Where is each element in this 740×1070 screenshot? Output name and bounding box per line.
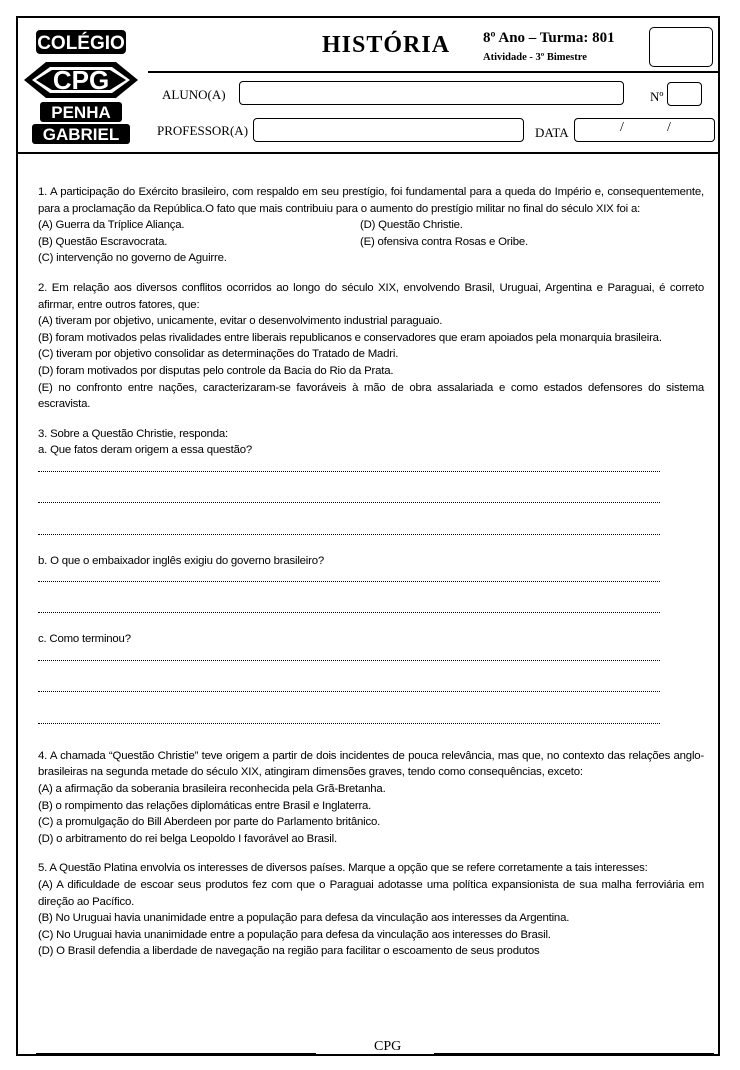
subquestion-b: b. O que o embaixador inglês exigiu do governo brasileiro? bbox=[38, 554, 325, 567]
option-d: (D) foram motivados por disputas pelo controle da Bacia do Rio da Prata. bbox=[38, 364, 394, 377]
svg-text:COLÉGIO: COLÉGIO bbox=[37, 33, 125, 54]
footer-label: CPG bbox=[374, 1039, 402, 1054]
answer-line[interactable] bbox=[38, 601, 704, 618]
student-name-field[interactable] bbox=[239, 81, 624, 105]
option-c: (C) a promulgação do Bill Aberdeen por parte do Parlamento britânico. bbox=[38, 816, 381, 829]
question-stem: 4. A chamada “Questão Christie” teve origem a partir de dois incidentes de pouca relevância, mas que, no contexto das relações anglo-brasileiras na segunda metade do século XIX, atingiram dimensões graves, tendo como consequências, exceto: bbox=[38, 749, 704, 779]
student-label: ALUNO(A) bbox=[162, 87, 226, 102]
option-a: (A) a afirmação da soberania brasileira reconhecida pela Grã-Bretanha. bbox=[38, 783, 386, 796]
question-1 bbox=[38, 184, 704, 267]
header-divider bbox=[148, 71, 720, 73]
question-stem: 1. A participação do Exército brasileiro, com respaldo em seu prestígio, foi fundamental para a queda do Império e, consequentemente, para a proclamação da República.O fato que mais contribuiu para o aumento do prestígio militar no final do século XIX foi a: bbox=[38, 186, 704, 215]
grade-box[interactable] bbox=[649, 27, 713, 67]
number-label: Nº bbox=[650, 89, 664, 104]
option-d: (D) Questão Christie. bbox=[360, 219, 463, 232]
question-stem: 5. A Questão Platina envolvia os interesses de diversos países. Marque a opção que se refere corretamente a tais interesses: bbox=[38, 862, 648, 875]
question-4 bbox=[38, 748, 704, 848]
subquestion-c: c. Como terminou? bbox=[38, 633, 131, 646]
footer-line-left bbox=[36, 1053, 316, 1054]
option-c: (C) tiveram por objetivo consolidar as determinações do Tratado de Madri. bbox=[38, 348, 399, 361]
option-e: (E) ofensiva contra Rosas e Oribe. bbox=[360, 235, 528, 248]
date-slash: / bbox=[620, 120, 624, 135]
option-a: (A) A dificuldade de escoar seus produtos fez com que o Paraguai adotasse uma política expansionista de sua malha ferroviária em direção ao Pacífico. bbox=[38, 879, 704, 908]
answer-line[interactable] bbox=[38, 569, 704, 586]
answer-line[interactable] bbox=[38, 680, 704, 697]
option-b: (B) foram motivados pelas rivalidades entre liberais republicanos e conservadores que eram apoiados pela monarquia brasileira. bbox=[38, 331, 662, 344]
header-bottom-border bbox=[16, 152, 720, 154]
question-2 bbox=[38, 280, 704, 413]
date-slash: / bbox=[667, 120, 671, 135]
question-stem: 3. Sobre a Questão Christie, responda: bbox=[38, 427, 228, 440]
footer-line-right bbox=[434, 1053, 714, 1054]
question-stem: 2. Em relação aos diversos conflitos ocorridos ao longo do século XIX, envolvendo Brasil, Uruguai, Argentina e Paraguai, é correto afirmar, entre outros fatores, que: bbox=[38, 281, 704, 311]
answer-line[interactable] bbox=[38, 648, 704, 665]
option-c: (C) intervenção no governo de Aguirre. bbox=[38, 252, 227, 265]
subquestion-a: a. Que fatos deram origem a essa questão? bbox=[38, 444, 253, 457]
option-c: (C) No Uruguai havia unanimidade entre a população para defesa da vinculação aos interesses do Brasil. bbox=[38, 928, 551, 941]
option-b: (B) No Uruguai havia unanimidade entre a população para defesa da vinculação aos interesses da Argentina. bbox=[38, 912, 570, 925]
question-3 bbox=[38, 426, 704, 728]
answer-line[interactable] bbox=[38, 711, 704, 728]
answer-line[interactable] bbox=[38, 459, 704, 476]
question-5 bbox=[38, 860, 704, 960]
option-b: (B) o rompimento das relações diplomáticas entre Brasil e Inglaterra. bbox=[38, 799, 372, 812]
option-d: (D) o arbitramento do rei belga Leopoldo I favorável ao Brasil. bbox=[38, 832, 337, 845]
option-b: (B) Questão Escravocrata. bbox=[38, 235, 168, 248]
school-logo bbox=[22, 22, 140, 144]
subject-title: HISTÓRIA bbox=[322, 32, 451, 58]
date-label: DATA bbox=[535, 125, 569, 140]
option-d: (D) O Brasil defendia a liberdade de navegação na região para facilitar o escoamento de seus produtos bbox=[38, 945, 540, 958]
answer-line[interactable] bbox=[38, 491, 704, 508]
answer-line[interactable] bbox=[38, 522, 704, 539]
student-number-field[interactable] bbox=[667, 82, 702, 106]
worksheet-content bbox=[38, 184, 704, 973]
teacher-name-field[interactable] bbox=[253, 118, 524, 142]
svg-text:CPG: CPG bbox=[52, 65, 110, 95]
grade-class-label: 8º Ano – Turma: 801 bbox=[483, 30, 615, 46]
svg-text:PENHA: PENHA bbox=[51, 103, 111, 122]
date-field[interactable] bbox=[574, 118, 715, 142]
option-e: (E) no confronto entre nações, caracterizaram-se favoráveis à mão de obra assalariada e como estados defensores do sistema escravista. bbox=[38, 381, 704, 411]
teacher-label: PROFESSOR(A) bbox=[157, 123, 249, 138]
activity-label: Atividade - 3º Bimestre bbox=[483, 52, 587, 63]
svg-text:GABRIEL: GABRIEL bbox=[42, 125, 120, 144]
option-a: (A) tiveram por objetivo, unicamente, evitar o desenvolvimento industrial paraguaio. bbox=[38, 315, 443, 328]
option-a: (A) Guerra da Tríplice Aliança. bbox=[38, 219, 185, 232]
